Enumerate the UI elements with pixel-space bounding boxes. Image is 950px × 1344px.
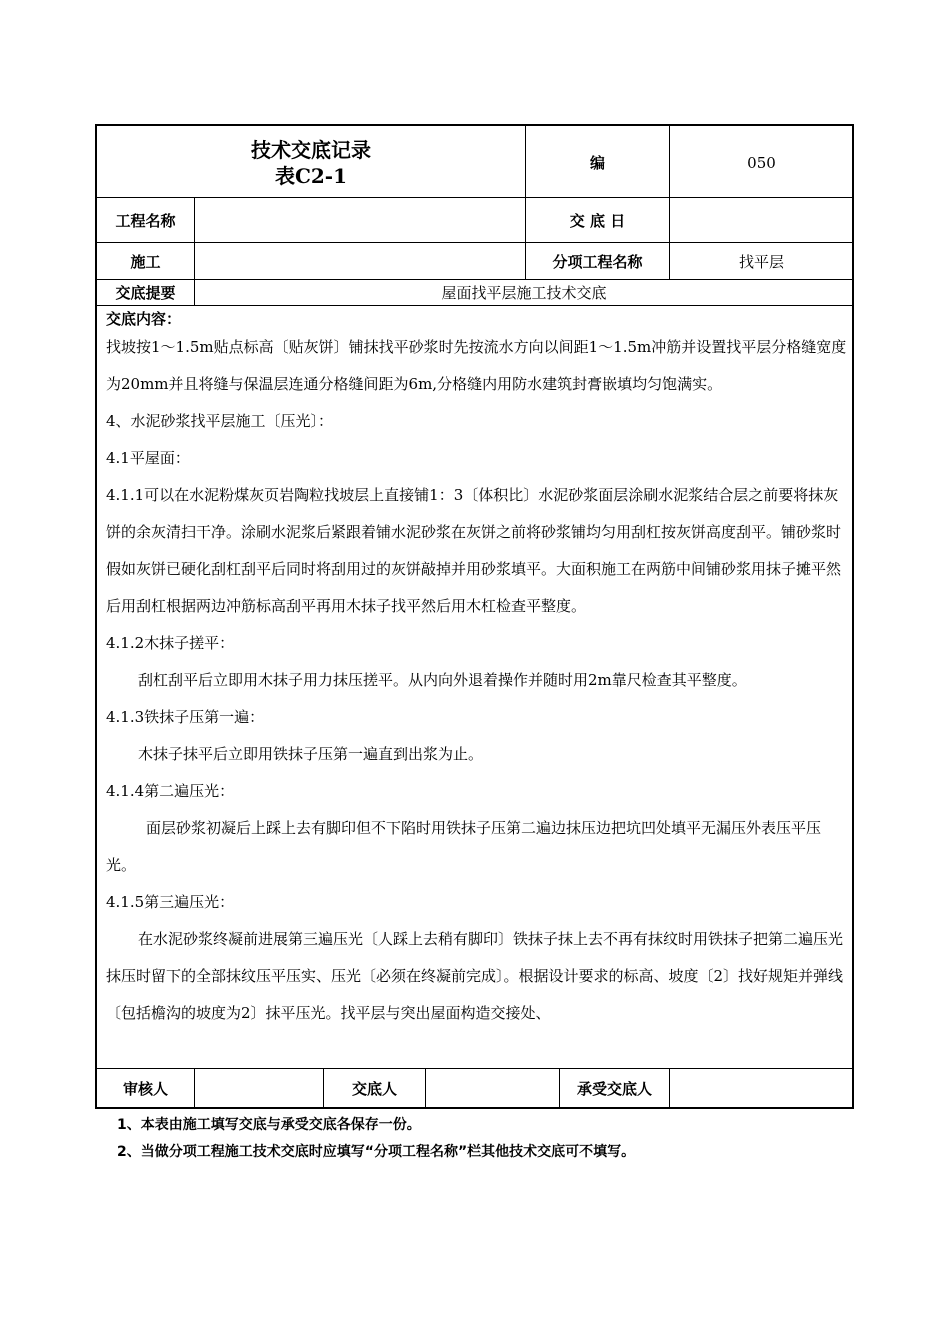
receiver-value[interactable] xyxy=(670,1069,853,1108)
form-title-line2: 表C2-1 xyxy=(274,163,348,188)
content-label: 交底内容： xyxy=(106,310,182,328)
construction-label: 施工 xyxy=(130,252,161,271)
reviewer-label: 审核人 xyxy=(122,1080,168,1098)
construction-value[interactable] xyxy=(195,243,525,279)
discloser-label: 交底人 xyxy=(351,1080,397,1098)
project-name-value[interactable] xyxy=(195,198,525,242)
note-item: 2、当做分项工程施工技术交底时应填写“分项工程名称”栏其他技术交底可不填写。 xyxy=(117,1144,636,1160)
number-label: 编 xyxy=(589,154,605,172)
content-paragraph: 4.1.4第二遍压光： xyxy=(106,782,235,800)
content-paragraph: 4.1.3铁抹子压第一遍： xyxy=(106,708,265,726)
subproject-value: 找平层 xyxy=(738,252,784,271)
content-paragraph: 4.1.2木抹子搓平： xyxy=(106,634,235,652)
content-paragraph: 找坡按1～1.5m贴点标高〔贴灰饼〕铺抹找平砂浆时先按流水方向以间距1～1.5m冲筋并设置找平层分格缝宽度为20mm并且将缝与保温层连通分格缝间距为6m,分格缝内用防水建筑封膏嵌填均匀饱满实。 xyxy=(106,338,847,393)
reviewer-value[interactable] xyxy=(195,1069,323,1108)
form-title xyxy=(97,128,525,197)
disclosure-content xyxy=(106,309,848,1032)
form-notes xyxy=(117,1112,857,1166)
content-paragraph: 4.1.1可以在水泥粉煤灰页岩陶粒找坡层上直接铺1：3〔体积比〕水泥砂浆面层涂刷水泥浆结合层之前要将抹灰饼的余灰清扫干净。涂刷水泥浆后紧跟着铺水泥砂浆在灰饼之前将砂浆铺均匀用刮杠按灰饼高度刮平。铺砂浆时假如灰饼已硬化刮杠刮平后同时将刮用过的灰饼敲掉并用砂浆填平。大面积施工在两筋中间铺砂浆用抹子摊平然后用刮杠根据两边冲筋标高刮平再用木抹子找平然后用木杠检查平整度。 xyxy=(106,486,842,615)
number-value: 050 xyxy=(747,153,776,172)
discloser-value[interactable] xyxy=(426,1069,559,1108)
content-paragraph: 4、水泥砂浆找平层施工〔压光〕： xyxy=(106,412,334,430)
date-value[interactable] xyxy=(670,198,853,242)
receiver-label: 承受交底人 xyxy=(576,1080,652,1098)
project-name-label: 工程名称 xyxy=(115,211,176,230)
note-item: 1、本表由施工填写交底与承受交底各保存一份。 xyxy=(117,1117,421,1133)
subproject-label: 分项工程名称 xyxy=(552,252,643,271)
content-paragraph: 4.1平屋面： xyxy=(106,449,190,467)
content-paragraph: 刮杠刮平后立即用木抹子用力抹压搓平。从内向外退着操作并随时用2m靠尺检查其平整度。 xyxy=(138,671,747,689)
content-paragraph: 在水泥砂浆终凝前进展第三遍压光〔人踩上去稍有脚印〕铁抹子抹上去不再有抹纹时用铁抹子把第二遍压光抹压时留下的全部抹纹压平压实、压光〔必须在终凝前完成〕。根据设计要求的标高、坡度〔2〕找好规矩并弹线〔包括檐沟的坡度为2〕抹平压光。找平层与突出屋面构造交接处、 xyxy=(106,930,844,1022)
summary-value: 屋面找平层施工技术交底 xyxy=(441,284,607,302)
row-divider xyxy=(96,305,853,306)
content-paragraph: 木抹子抹平后立即用铁抹子压第一遍直到出浆为止。 xyxy=(138,745,484,763)
summary-label: 交底提要 xyxy=(115,284,176,302)
date-label: 交 底 日 xyxy=(569,211,626,230)
form-title-line1: 技术交底记录 xyxy=(251,137,371,162)
content-paragraph: 面层砂浆初凝后上踩上去有脚印但不下陷时用铁抹子压第二遍边抹压边把坑凹处填平无漏压外表压平压光。 xyxy=(106,819,822,874)
content-paragraph: 4.1.5第三遍压光： xyxy=(106,893,235,911)
